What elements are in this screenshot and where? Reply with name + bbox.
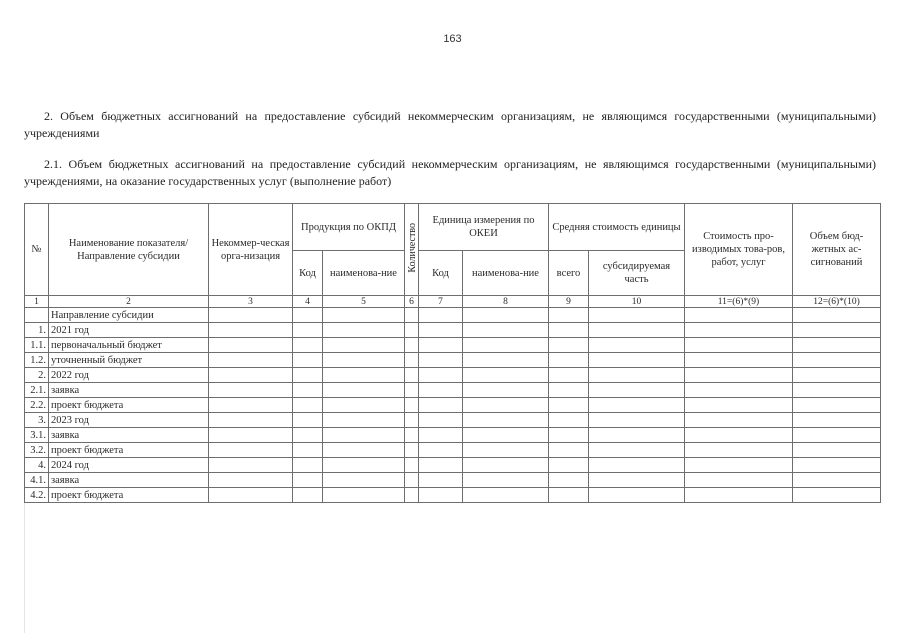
table-cell bbox=[793, 428, 881, 443]
row-number: 4.1. bbox=[25, 473, 49, 488]
table-cell bbox=[463, 428, 549, 443]
table-cell bbox=[419, 398, 463, 413]
table-cell bbox=[793, 413, 881, 428]
row-name: проект бюджета bbox=[49, 488, 209, 503]
header-indicator-name: Наименование показателя/ Направление субсидии bbox=[49, 204, 209, 296]
table-cell bbox=[323, 383, 405, 398]
table-cell bbox=[323, 443, 405, 458]
table-cell bbox=[685, 428, 793, 443]
section-row bbox=[25, 308, 881, 323]
header-average-cost: Средняя стоимость единицы bbox=[549, 204, 685, 251]
table-cell bbox=[293, 308, 323, 323]
table-cell bbox=[209, 398, 293, 413]
table-cell bbox=[685, 323, 793, 338]
table-cell bbox=[405, 398, 419, 413]
table-cell bbox=[793, 368, 881, 383]
table-row bbox=[25, 398, 881, 413]
header-okei-unit: Единица измерения по ОКЕИ bbox=[419, 204, 549, 251]
table-cell bbox=[463, 443, 549, 458]
table-cell bbox=[549, 413, 589, 428]
table-cell bbox=[589, 383, 685, 398]
header-okei-name: наименова-ние bbox=[463, 251, 549, 296]
table-cell bbox=[405, 308, 419, 323]
table-cell bbox=[463, 488, 549, 503]
table-row bbox=[25, 443, 881, 458]
table-cell bbox=[793, 308, 881, 323]
table-cell bbox=[549, 428, 589, 443]
table-cell bbox=[685, 458, 793, 473]
table-cell bbox=[405, 383, 419, 398]
table-cell bbox=[209, 458, 293, 473]
table-cell bbox=[685, 413, 793, 428]
table-cell bbox=[463, 308, 549, 323]
row-name: заявка bbox=[49, 428, 209, 443]
row-name: 2022 год bbox=[49, 368, 209, 383]
table-row bbox=[25, 458, 881, 473]
table-cell bbox=[589, 458, 685, 473]
table-cell bbox=[549, 488, 589, 503]
table-cell bbox=[405, 458, 419, 473]
header-okpd-name: наименова-ние bbox=[323, 251, 405, 296]
table-cell bbox=[419, 323, 463, 338]
table-cell bbox=[293, 443, 323, 458]
table-cell bbox=[685, 383, 793, 398]
row-name: проект бюджета bbox=[49, 443, 209, 458]
column-number: 12=(6)*(10) bbox=[793, 296, 881, 308]
table-cell bbox=[685, 398, 793, 413]
table-cell bbox=[419, 413, 463, 428]
table-cell bbox=[405, 353, 419, 368]
table-cell bbox=[293, 428, 323, 443]
column-number: 7 bbox=[419, 296, 463, 308]
table-cell bbox=[323, 323, 405, 338]
table-row bbox=[25, 368, 881, 383]
table-cell bbox=[793, 383, 881, 398]
table-cell bbox=[323, 368, 405, 383]
table-cell bbox=[549, 398, 589, 413]
table-cell bbox=[793, 323, 881, 338]
row-number: 1. bbox=[25, 323, 49, 338]
table-cell bbox=[549, 338, 589, 353]
table-row bbox=[25, 323, 881, 338]
table-cell bbox=[323, 473, 405, 488]
table-cell bbox=[209, 353, 293, 368]
table-cell bbox=[209, 488, 293, 503]
row-number: 3.1. bbox=[25, 428, 49, 443]
table-cell bbox=[209, 413, 293, 428]
column-number: 1 bbox=[25, 296, 49, 308]
table-cell bbox=[549, 323, 589, 338]
table-row bbox=[25, 473, 881, 488]
table-cell bbox=[419, 428, 463, 443]
row-number: 3. bbox=[25, 413, 49, 428]
row-name: 2023 год bbox=[49, 413, 209, 428]
row-name: проект бюджета bbox=[49, 398, 209, 413]
table-row bbox=[25, 383, 881, 398]
header-quantity-label: Количество bbox=[407, 222, 418, 273]
table-cell bbox=[293, 353, 323, 368]
table-cell bbox=[419, 338, 463, 353]
table-cell bbox=[419, 458, 463, 473]
row-number: 2.1. bbox=[25, 383, 49, 398]
table-cell bbox=[793, 473, 881, 488]
section-number-cell bbox=[25, 308, 49, 323]
table-cell bbox=[419, 488, 463, 503]
table-cell bbox=[685, 368, 793, 383]
table-cell bbox=[323, 353, 405, 368]
table-cell bbox=[323, 488, 405, 503]
row-name: первоначальный бюджет bbox=[49, 338, 209, 353]
header-okpd-product: Продукция по ОКПД bbox=[293, 204, 405, 251]
row-name: 2024 год bbox=[49, 458, 209, 473]
table-cell bbox=[463, 458, 549, 473]
table-cell bbox=[293, 413, 323, 428]
table-cell bbox=[589, 443, 685, 458]
column-number: 8 bbox=[463, 296, 549, 308]
row-number: 1.2. bbox=[25, 353, 49, 368]
column-number: 3 bbox=[209, 296, 293, 308]
table-cell bbox=[405, 368, 419, 383]
table-cell bbox=[293, 458, 323, 473]
table-cell bbox=[793, 458, 881, 473]
header-average-total: всего bbox=[549, 251, 589, 296]
table-cell bbox=[419, 368, 463, 383]
row-number: 3.2. bbox=[25, 443, 49, 458]
row-name: заявка bbox=[49, 473, 209, 488]
table-cell bbox=[405, 443, 419, 458]
row-number: 4. bbox=[25, 458, 49, 473]
table-cell bbox=[685, 338, 793, 353]
table-cell bbox=[589, 323, 685, 338]
table-cell bbox=[685, 473, 793, 488]
section-heading-paragraph: 2. Объем бюджетных ассигнований на предоставление субсидий некоммерческим организациям, не являющимся государственными (муниципальными) учреждениями bbox=[24, 109, 876, 140]
table-cell bbox=[405, 473, 419, 488]
table-cell bbox=[463, 338, 549, 353]
column-number: 2 bbox=[49, 296, 209, 308]
table-cell bbox=[405, 413, 419, 428]
table-cell bbox=[209, 338, 293, 353]
table-cell bbox=[419, 353, 463, 368]
table-cell bbox=[209, 308, 293, 323]
table-header bbox=[25, 204, 881, 308]
table-cell bbox=[323, 428, 405, 443]
column-number: 4 bbox=[293, 296, 323, 308]
table-cell bbox=[323, 398, 405, 413]
row-number: 4.2. bbox=[25, 488, 49, 503]
table-cell bbox=[209, 428, 293, 443]
table-cell bbox=[405, 428, 419, 443]
column-number: 5 bbox=[323, 296, 405, 308]
row-number: 2.2. bbox=[25, 398, 49, 413]
table-cell bbox=[293, 383, 323, 398]
table-cell bbox=[463, 383, 549, 398]
table-cell bbox=[293, 338, 323, 353]
row-name: заявка bbox=[49, 383, 209, 398]
table-cell bbox=[589, 398, 685, 413]
table-cell bbox=[463, 398, 549, 413]
table-cell bbox=[323, 458, 405, 473]
table-cell bbox=[589, 353, 685, 368]
table-cell bbox=[293, 488, 323, 503]
column-number: 11=(6)*(9) bbox=[685, 296, 793, 308]
header-goods-cost: Стоимость про-изводимых това-ров, работ, услуг bbox=[685, 204, 793, 296]
table-cell bbox=[589, 488, 685, 503]
header-number: № bbox=[25, 204, 49, 296]
table-cell bbox=[419, 383, 463, 398]
table-cell bbox=[463, 323, 549, 338]
row-name: 2021 год bbox=[49, 323, 209, 338]
table-cell bbox=[589, 428, 685, 443]
table-cell bbox=[549, 443, 589, 458]
table-cell bbox=[209, 383, 293, 398]
table-cell bbox=[419, 473, 463, 488]
table-cell bbox=[293, 323, 323, 338]
table-row bbox=[25, 338, 881, 353]
table-cell bbox=[323, 308, 405, 323]
row-number: 2. bbox=[25, 368, 49, 383]
table-cell bbox=[549, 308, 589, 323]
header-quantity bbox=[405, 204, 419, 296]
table-cell bbox=[589, 308, 685, 323]
table-cell bbox=[293, 473, 323, 488]
table-cell bbox=[589, 338, 685, 353]
table-body bbox=[25, 308, 881, 503]
table-cell bbox=[463, 413, 549, 428]
column-number: 10 bbox=[589, 296, 685, 308]
row-number: 1.1. bbox=[25, 338, 49, 353]
table-cell bbox=[463, 353, 549, 368]
header-average-subsidy: субсидируемая часть bbox=[589, 251, 685, 296]
table-cell bbox=[685, 488, 793, 503]
row-name: уточненный бюджет bbox=[49, 353, 209, 368]
header-budget-volume: Объем бюд-жетных ас-сигнований bbox=[793, 204, 881, 296]
table-cell bbox=[589, 473, 685, 488]
column-number: 9 bbox=[549, 296, 589, 308]
table-cell bbox=[549, 368, 589, 383]
table-cell bbox=[405, 338, 419, 353]
table-cell bbox=[209, 368, 293, 383]
section-title: Направление субсидии bbox=[49, 308, 209, 323]
table-cell bbox=[685, 308, 793, 323]
header-okei-code: Код bbox=[419, 251, 463, 296]
table-cell bbox=[685, 353, 793, 368]
table-cell bbox=[549, 353, 589, 368]
table-cell bbox=[419, 443, 463, 458]
column-number-row bbox=[25, 296, 881, 308]
table-row bbox=[25, 488, 881, 503]
table-cell bbox=[209, 443, 293, 458]
table-cell bbox=[405, 488, 419, 503]
column-number: 6 bbox=[405, 296, 419, 308]
table-cell bbox=[463, 368, 549, 383]
table-cell bbox=[793, 353, 881, 368]
table-row bbox=[25, 428, 881, 443]
table-cell bbox=[589, 368, 685, 383]
table-cell bbox=[589, 413, 685, 428]
table-row bbox=[25, 353, 881, 368]
table-cell bbox=[463, 473, 549, 488]
table-cell bbox=[793, 488, 881, 503]
table-cell bbox=[209, 473, 293, 488]
table-cell bbox=[793, 443, 881, 458]
table-cell bbox=[793, 338, 881, 353]
header-organization: Некоммер-ческая орга-низация bbox=[209, 204, 293, 296]
table-cell bbox=[793, 398, 881, 413]
header-okpd-code: Код bbox=[293, 251, 323, 296]
table-cell bbox=[323, 413, 405, 428]
scan-margin-line bbox=[24, 503, 25, 633]
table-cell bbox=[419, 308, 463, 323]
table-cell bbox=[293, 398, 323, 413]
table-cell bbox=[405, 323, 419, 338]
subsidy-table bbox=[24, 203, 881, 503]
page-number: 163 bbox=[443, 33, 462, 45]
table-cell bbox=[549, 473, 589, 488]
table-cell bbox=[549, 383, 589, 398]
table-cell bbox=[323, 338, 405, 353]
table-cell bbox=[549, 458, 589, 473]
table-cell bbox=[209, 323, 293, 338]
subsection-heading-paragraph: 2.1. Объем бюджетных ассигнований на предоставление субсидий некоммерческим организациям, не являющимся государственными (муниципальными) учреждениями, на оказание государственных услуг (выполнение работ) bbox=[24, 157, 876, 188]
table-row bbox=[25, 413, 881, 428]
table-cell bbox=[293, 368, 323, 383]
table-cell bbox=[685, 443, 793, 458]
